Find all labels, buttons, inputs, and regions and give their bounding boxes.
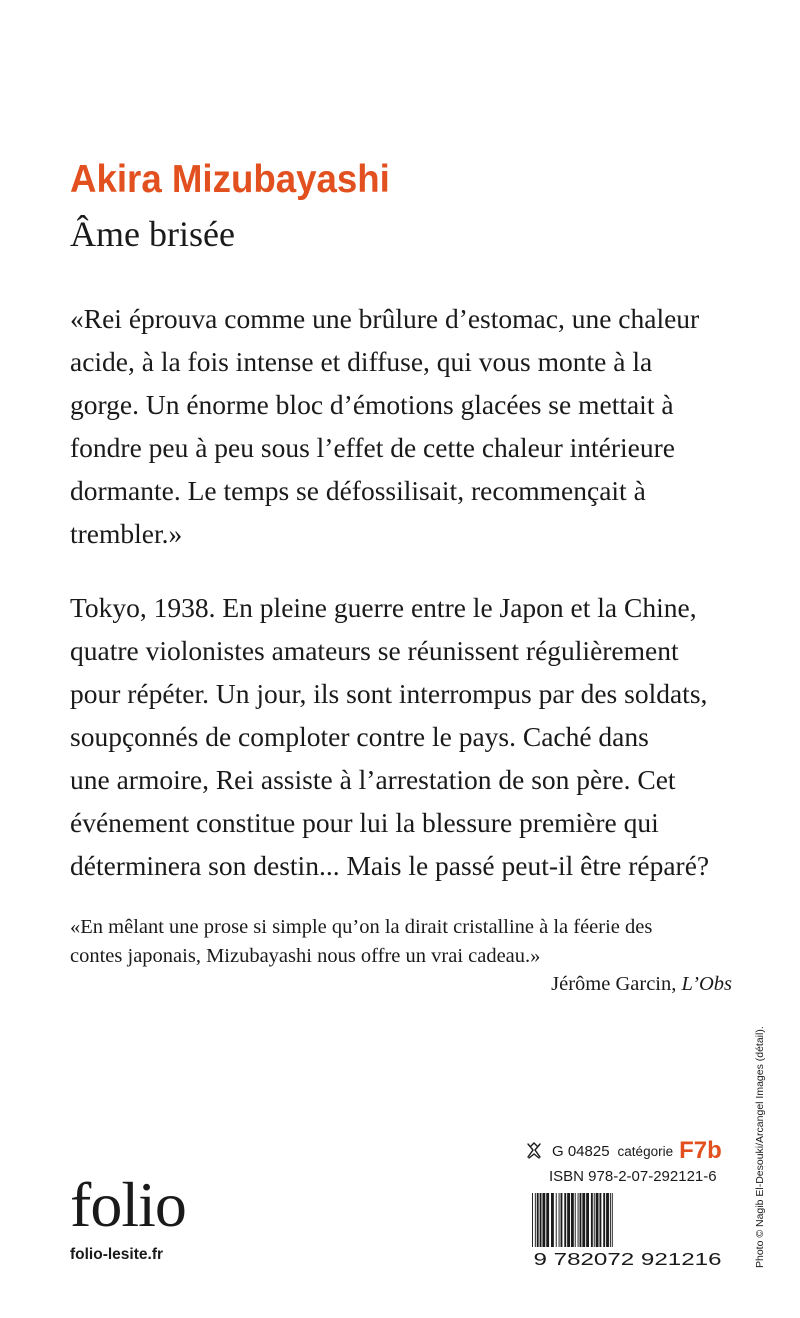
barcode-bar (542, 1193, 545, 1247)
barcode-bar (540, 1193, 542, 1247)
excerpt-line: «Rei éprouva comme une brûlure d’estomac, une chaleur (70, 303, 700, 334)
barcode-bar (594, 1193, 595, 1247)
excerpt-line: acide, à la fois intense et diffuse, qui vous monte à la (70, 346, 653, 377)
barcode-bar (532, 1193, 533, 1247)
barcode-bar (596, 1193, 599, 1247)
summary-line: événement constitue pour lui la blessure première qui (70, 807, 659, 838)
press-quote (70, 913, 732, 971)
category-code: F7b (679, 1137, 722, 1164)
press-publication: L’Obs (681, 973, 732, 995)
press-quote-line: contes japonais, Mizubayashi nous offre un vrai cadeau.» (70, 945, 541, 967)
gallimard-emblem-icon (524, 1141, 544, 1161)
barcode-digits: 9 782072 921216 (533, 1249, 722, 1267)
barcode-bar (591, 1193, 593, 1247)
barcode-bar (606, 1193, 609, 1247)
summary-line: soupçonnés de comploter contre le pays. Caché dans (70, 721, 649, 752)
summary-line: quatre violonistes amateurs se réunissent régulièrement (70, 635, 679, 666)
barcode-bar (610, 1193, 611, 1247)
book-summary (70, 586, 732, 887)
press-quote-line: «En mêlant une prose si simple qu’on la dirait cristalline à la féerie des (70, 916, 653, 938)
excerpt-line: dormante. Le temps se défossilisait, recommençait à (70, 475, 646, 506)
barcode-bar (612, 1193, 613, 1247)
barcode-bar (599, 1193, 601, 1247)
barcode-bar (551, 1193, 554, 1247)
barcode-bar (582, 1193, 585, 1247)
summary-line: Tokyo, 1938. En pleine guerre entre le Japon et la Chine, (70, 592, 697, 623)
barcode-bar (546, 1193, 549, 1247)
category-label: catégorie (617, 1143, 674, 1159)
barcode-bar (603, 1193, 605, 1247)
summary-line: déterminera son destin... Mais le passé peut-il être réparé? (70, 850, 710, 881)
folio-logo: folio (70, 1169, 186, 1240)
press-attribution (551, 973, 732, 996)
barcode-bar (567, 1193, 570, 1247)
barcode-bar (586, 1193, 589, 1247)
press-author: Jérôme Garcin, (551, 973, 677, 995)
barcode-bar (575, 1193, 576, 1247)
photo-credit: Photo © Nagib El-Desouki/Arcangel Images (détail). (754, 1026, 766, 1268)
summary-line: une armoire, Rei assiste à l’arrestation de son père. Cet (70, 764, 676, 795)
summary-line: pour répéter. Un jour, ils sont interrompus par des soldats, (70, 678, 708, 709)
catalog-code: G 04825 (552, 1142, 610, 1160)
barcode-bar (561, 1193, 563, 1247)
barcode-bar (564, 1193, 566, 1247)
catalog-row (524, 1136, 722, 1166)
excerpt-line: fondre peu à peu sous l’effet de cette chaleur intérieure (70, 432, 675, 463)
author-name: Akira Mizubayashi (70, 158, 390, 201)
barcode-bar (571, 1193, 574, 1247)
barcode-bar (535, 1193, 536, 1247)
barcode-bar (578, 1193, 579, 1247)
barcode-bar (559, 1193, 560, 1247)
isbn: ISBN 978-2-07-292121-6 (549, 1168, 717, 1185)
barcode-bar (556, 1193, 557, 1247)
barcode-image (530, 1193, 725, 1267)
book-title: Âme brisée (70, 214, 235, 254)
barcode-bar (580, 1193, 582, 1247)
excerpt-line: gorge. Un énorme bloc d’émotions glacées se mettait à (70, 389, 674, 420)
excerpt-quote (70, 297, 732, 555)
publisher-website: folio-lesite.fr (70, 1246, 164, 1263)
barcode-bar (537, 1193, 539, 1247)
excerpt-line: trembler.» (70, 518, 183, 549)
